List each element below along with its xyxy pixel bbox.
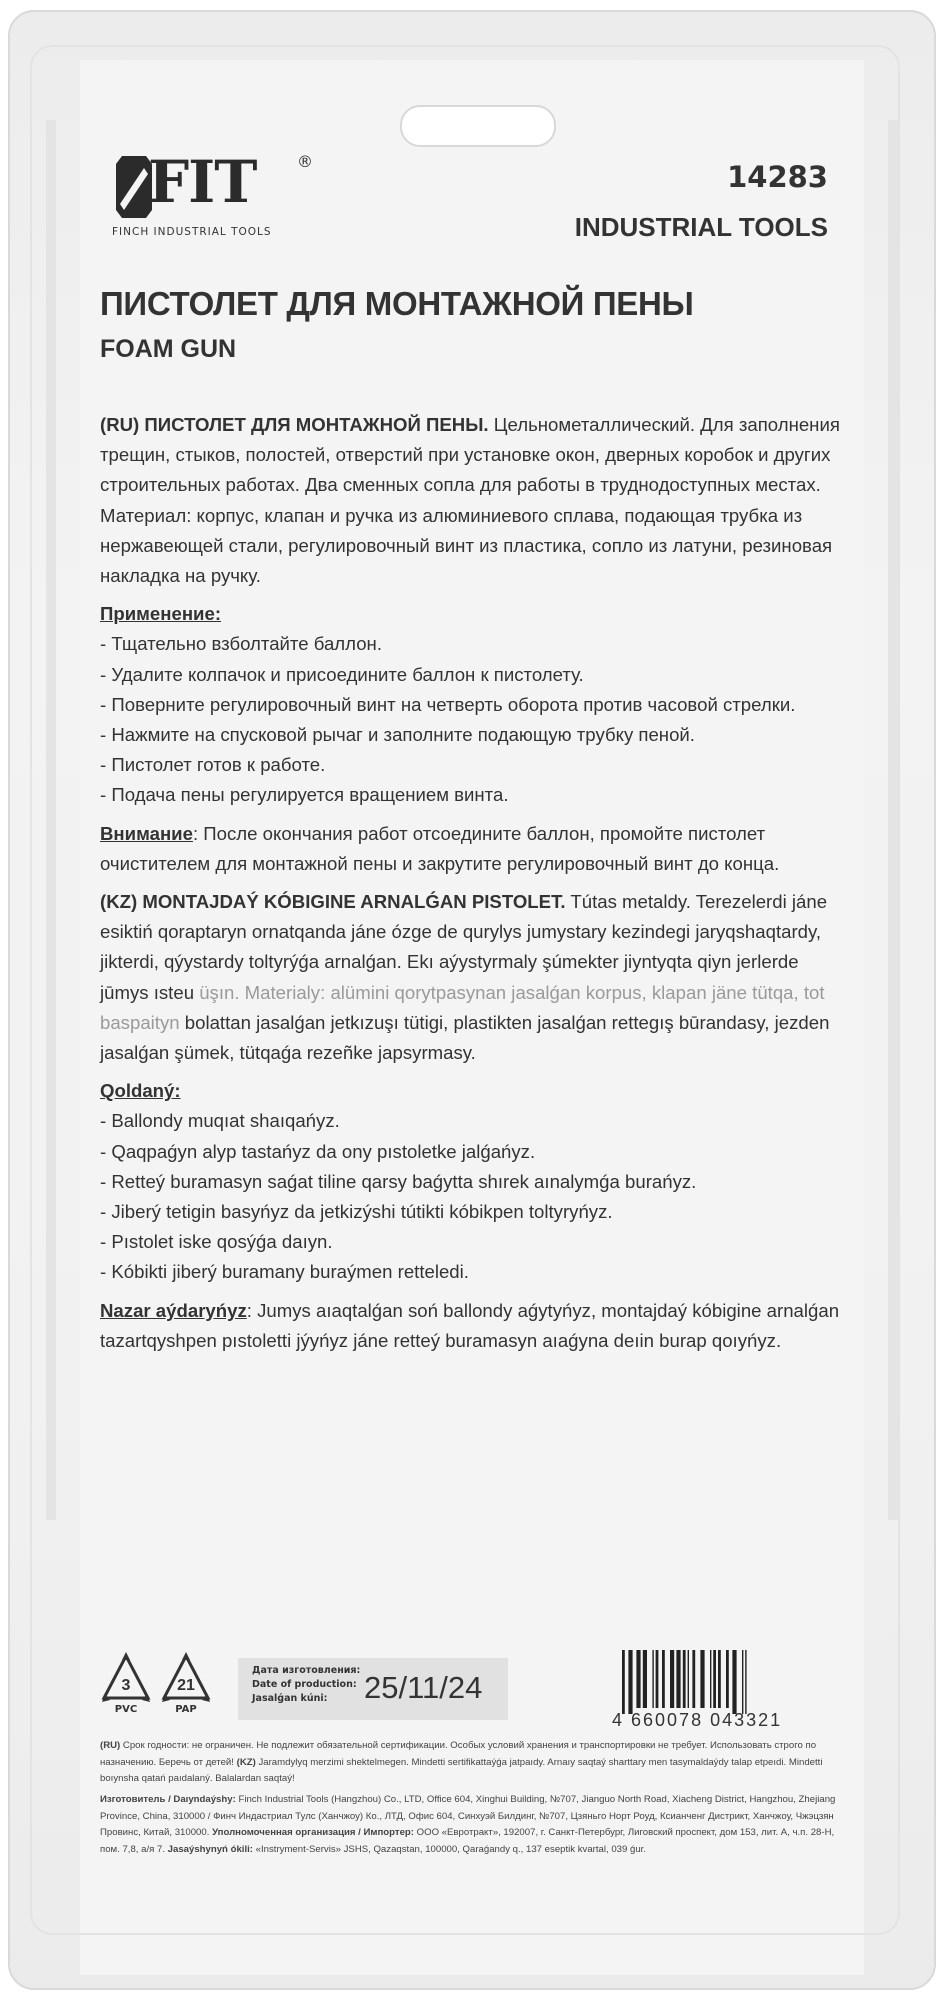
ru-intro-text: Цельнометаллический. Для заполнения трещин, стыков, полостей, отверстий при установке окон, дверных коробок и других строительных работах. Два сменных сопла для работы в труднодоступных местах. Материал: корпус, клапан и ручка из алюминиевого сплава, подающая трубка из нержавеющей стали, регулировочный винт из пластика, сопло из латуни, резиновая накладка на ручку. — [100, 414, 840, 587]
kz-intro-text: Tútas metaldy. Terezelerdi jáne esiktiń qoraptaryn ornatqanda jáne ózge de qurylys jumystary kezindegi jaryqshaqtardy, jikterdi, qýystardy toltyrýǵa arnalǵan. Ekı aýystyrmaly şúmekter jiyntyqta qiyn jerlerde jūmys ısteu — [100, 891, 828, 1003]
ru-usage-item: - Нажмите на спусковой рычаг и заполните подающую трубку пеной. — [100, 724, 695, 746]
recycle-pvc-icon — [100, 1652, 152, 1710]
barcode-bar — [636, 1650, 640, 1708]
barcode-bar — [656, 1650, 659, 1708]
ru-usage-heading: Применение: — [100, 603, 222, 625]
fine-print-manufacturer — [100, 1792, 840, 1858]
kz-usage-item: - Retteý buramasyn saǵat tiline qarsy baǵytta shırek aınalymǵa burańyz. — [100, 1170, 697, 1192]
ru-intro — [100, 410, 840, 591]
barcode-bar — [732, 1650, 736, 1714]
barcode-bar — [745, 1650, 746, 1714]
fine-kz-text: Jaramdylyq merzimi shektelmegen. Mindetti sertifikattaýǵa jatpaıdy. Arnaıy saqtaý sharttary men tasymaldaýdy talap etpeıdi. Mindetti boıynsha qatań paıdalaný. Balalardan saqtaý! — [100, 1756, 823, 1784]
barcode-bar — [643, 1650, 647, 1708]
production-date-labels — [252, 1664, 360, 1706]
barcode-bar — [700, 1650, 704, 1708]
ru-usage-item: - Пистолет готов к работе. — [100, 754, 326, 776]
ru-usage-item: - Тщательно взболтайте баллон. — [100, 633, 382, 655]
kz-usage-item: - Qaqpaǵyn alyp tastańyz da ony pıstoletke jalǵańyz. — [100, 1140, 536, 1162]
importer-label: Уполномоченная организация / Импортер: — [212, 1827, 414, 1838]
barcode-bar — [662, 1650, 665, 1708]
recycle-pap-icon — [160, 1652, 212, 1710]
product-title-en: FOAM GUN — [100, 335, 237, 363]
barcode-bar — [676, 1650, 680, 1708]
fine-ru-tag: (RU) — [100, 1740, 121, 1751]
logo-wordmark: FIT — [148, 148, 257, 216]
barcode-bar — [710, 1650, 711, 1708]
kz-usage-item: - Kóbikti jiberý buramany buraýmen retteledi. — [100, 1261, 469, 1283]
barcode-bar — [692, 1650, 695, 1708]
date-label-en: Date of production: — [252, 1679, 357, 1690]
kz-warning — [100, 1296, 840, 1356]
barcode-bar — [742, 1650, 743, 1714]
barcode-bar — [683, 1650, 686, 1708]
kz-usage-item: - Ballondy muqıat shaıqańyz. — [100, 1110, 340, 1132]
kz-intro-heading: (KZ) MONTAJDAÝ KÓBIGINE ARNALǴAN PISTOLET. — [100, 891, 566, 913]
manufacturer-label: Изготовитель / Daıyndaýshy: — [100, 1794, 236, 1805]
representative-label: Jasaýshynyń ókili: — [167, 1843, 253, 1855]
kz-usage-item: - Jiberý tetigin basyńyz da jetkizýshi tútikti kóbikpen toltyryńyz. — [100, 1201, 613, 1223]
ru-warning-text: : После окончания работ отсоедините баллон, промойте пистолет очистителем для монтажной пены и закрутите регулировочный винт до конца. — [100, 822, 780, 874]
barcode-bar — [628, 1650, 632, 1714]
barcode-bar — [726, 1650, 729, 1708]
fine-kz-tag: (KZ) — [236, 1756, 256, 1768]
barcode-bar — [713, 1650, 716, 1708]
recycle-code: 3 — [121, 1677, 131, 1694]
ru-usage-item: - Удалите колпачок и присоедините баллон к пистолету. — [100, 663, 584, 685]
recycle-code: 21 — [177, 1677, 195, 1694]
barcode — [620, 1650, 834, 1714]
kz-intro-text-cont: bolattan jasalǵan jetkızuşı tütigi, plastikten jasalǵan rettegış būrandasy, jezden jasalǵan şümek, tütqaǵa rezeñke japsyrmasy. — [100, 1011, 830, 1064]
barcode-digits: 4 660078 043321 — [612, 1710, 783, 1730]
recycle-label: PAP — [175, 1704, 197, 1715]
ru-warning — [100, 819, 840, 879]
barcode-bar — [718, 1650, 721, 1708]
fine-print-storage — [100, 1738, 840, 1788]
kz-usage-item: - Pıstolet iske qosýǵa daıyn. — [100, 1231, 333, 1253]
kz-warning-text: : Jumys aıaqtalǵan soń ballondy aǵytyńyz, montajdaý kóbigine arnalǵan tazartqyshpen pıstoletti jýyńyz jáne retteý buramasyn aıaǵyna deıin burap qoıyńyz. — [100, 1299, 840, 1351]
kz-warning-heading: Nazar aýdaryńyz — [100, 1299, 247, 1321]
representative-text: «Instryment-Servis» JSHS, Qazaqstan, 100000, Qaraǵandy q., 137 eseptik kvartal, 039 ǵur. — [252, 1843, 647, 1855]
barcode-bar — [670, 1650, 674, 1708]
kz-intro — [100, 887, 840, 1068]
date-label-ru: Дата изготовления: — [252, 1665, 361, 1676]
manufacturer-text: Finch Industrial Tools (Hangzhou) Co., LTD, Office 604, Xinghui Building, №707, Jianguo North Road, Xiacheng District, Hangzhou, Zhejiang Province, China, 310000 / Финч Индастриал Тулс (Ханчжоу) Ко., ЛТД, Офис 604, Синхуэй Билдинг, №707, Цзяньго Норт Роуд, Ксианченг Дистрикт, Ханчжоу, Чжэцзян Провинс, Китай, 310000. — [100, 1794, 836, 1838]
barcode-bar — [622, 1650, 625, 1714]
kz-intro-text-faded: üşın. Materialy: alümini qorytpasynan jasalǵan korpus, klapan jäne tütqa, tot baspaityn — [100, 981, 825, 1033]
ru-usage-item: - Поверните регулировочный винт на четверть оборота против часовой стрелки. — [100, 693, 796, 715]
logo-subtitle: FINCH INDUSTRIAL TOOLS — [112, 226, 272, 238]
product-title-ru: ПИСТОЛЕТ ДЛЯ МОНТАЖНОЙ ПЕНЫ — [100, 285, 694, 322]
ru-usage-item: - Подача пены регулируется вращением винта. — [100, 784, 509, 806]
product-line: INDUSTRIAL TOOLS — [574, 212, 828, 242]
importer-text: ООО «Евротракт», 192007, г. Санкт-Петербург, Лиговский проспект, дом 153, лит. А, ч.п. 28-Н, пом. 7,8, а/я 7. — [100, 1827, 835, 1855]
recycle-label: PVC — [114, 1704, 138, 1715]
fine-ru-text: Срок годности: не ограничен. Не подлежит обязательной сертификации. Особых условий хранения и транспортировки не требует. Использовать строго по назначению. Беречь от детей! — [100, 1740, 817, 1768]
ru-warning-heading: Внимание — [100, 822, 193, 844]
barcode-bar — [688, 1650, 689, 1708]
article-number: 14283 — [727, 160, 828, 194]
ru-intro-heading: (RU) ПИСТОЛЕТ ДЛЯ МОНТАЖНОЙ ПЕНЫ. — [100, 414, 489, 435]
registered-mark: ® — [297, 152, 313, 171]
kz-usage-heading: Qoldaný: — [100, 1080, 181, 1102]
barcode-bar — [652, 1650, 653, 1708]
production-date: 25/11/24 — [364, 1670, 483, 1705]
description-block — [100, 410, 840, 1356]
date-label-kz: Jasalǵan kúni: — [252, 1693, 328, 1704]
hang-hole — [400, 105, 556, 147]
